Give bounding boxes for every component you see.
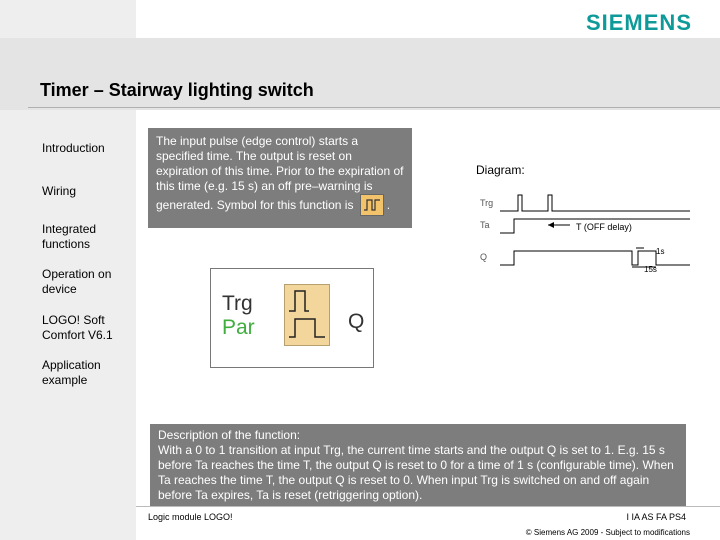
- trg-signal: [500, 195, 690, 211]
- title-divider: [28, 107, 720, 108]
- function-block: [284, 284, 330, 346]
- diagram-title: Diagram:: [476, 163, 525, 177]
- sidebar-item-operation-on-device[interactable]: Operation on device: [42, 267, 112, 296]
- info-box: [148, 128, 412, 228]
- label-1s: 1s: [656, 247, 665, 256]
- sidebar-item-integrated-functions[interactable]: Integrated functions: [42, 222, 97, 251]
- signal-label-ta: Ta: [480, 220, 490, 230]
- fb-output-q: Q: [348, 310, 365, 333]
- siemens-logo: SIEMENS: [585, 10, 692, 35]
- label-15s: 15s: [644, 265, 657, 274]
- footer-divider: [136, 506, 720, 507]
- page-title: Timer – Stairway lighting switch: [40, 80, 314, 100]
- sidebar-item-application-example[interactable]: Application example: [42, 358, 101, 387]
- description-box: [150, 424, 686, 506]
- footer-copyright: © Siemens AG 2009 - Subject to modifications: [525, 528, 690, 537]
- signal-label-q: Q: [480, 252, 488, 262]
- sidebar-item-wiring[interactable]: Wiring: [42, 184, 77, 198]
- timing-diagram: [470, 155, 720, 285]
- description-heading: Description of the function:: [158, 428, 301, 442]
- info-text: The input pulse (edge control) starts a specified time. The output is reset on expiration of this time. Prior to the expiration of this time (e.g. 15 s) an off pre–warning is generated. Symbol for this function is: [156, 134, 404, 212]
- description-body: With a 0 to 1 transition at input Trg, the current time starts and the output Q is set to 1. E.g. 15 s before Ta reaches the time T, the output Q is reset to 0 for a time of 1 s (configurable time). When Ta reaches the time T, the output Q is reset to 0. When input Trg is switched on and off again before Ta expires, Ta is reset (retriggering option).: [158, 443, 674, 502]
- timer-symbol-icon: [360, 194, 384, 216]
- info-text-end: .: [386, 198, 391, 212]
- t-off-delay-label: T (OFF delay): [576, 222, 632, 232]
- fb-input-par: Par: [222, 316, 255, 339]
- sidebar-item-introduction[interactable]: Introduction: [42, 141, 105, 155]
- fb-input-trg: Trg: [222, 292, 253, 315]
- footer-right: I IA AS FA PS4: [626, 512, 686, 522]
- sidebar-item-logo-soft-comfort[interactable]: LOGO! Soft Comfort V6.1: [42, 313, 113, 342]
- footer-left: Logic module LOGO!: [148, 512, 233, 522]
- signal-label-trg: Trg: [480, 198, 494, 208]
- timer-waveform-icon: [285, 285, 329, 345]
